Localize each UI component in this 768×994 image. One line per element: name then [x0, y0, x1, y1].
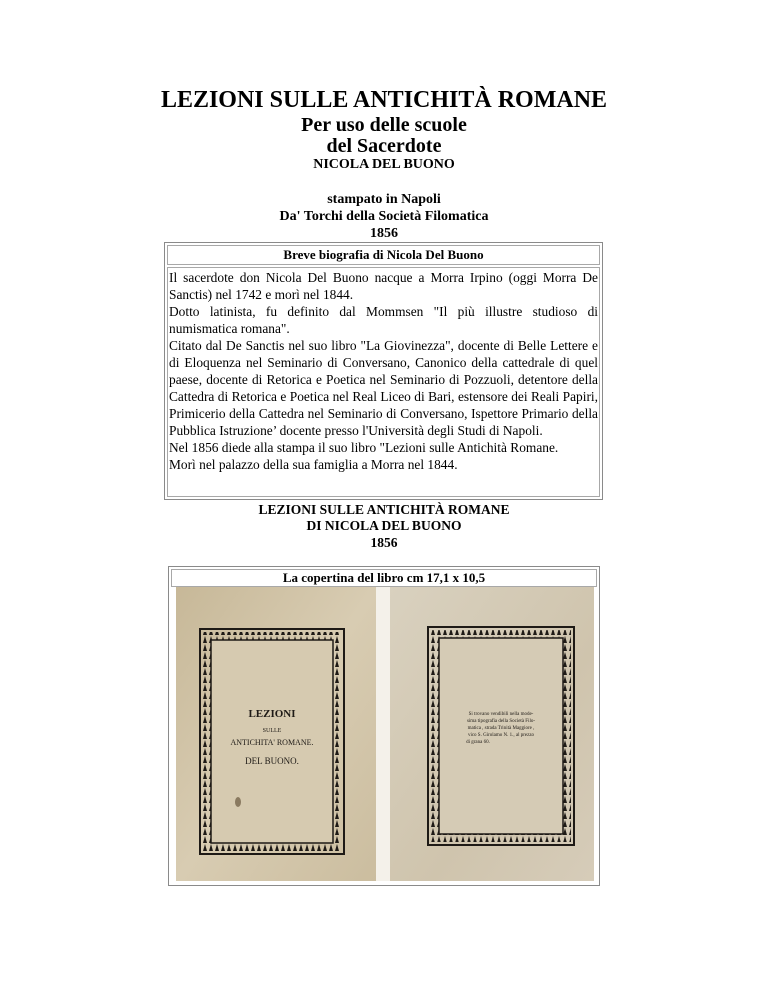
biography-paragraph: Morì nel palazzo della sua famiglia a Morra nel 1844.: [169, 457, 458, 472]
back-cover-line: Si trovano vendibili nella mode-: [468, 712, 534, 717]
page-divider: [376, 587, 390, 881]
section-year: 1856: [370, 535, 398, 550]
section-title: LEZIONI SULLE ANTICHITÀ ROMANE: [258, 502, 510, 517]
biography-paragraph: Citato dal De Sanctis nel suo libro "La Giovinezza", docente di Belle Lettere e di Eloquenza nel Seminario di Conversano, Canonico della cattedrale di quel paese, docente di Retorica e Poetica nel Seminario di Pozzuoli, detentore della Cattedra di Retorica e Poetica nel Real Liceo di Bari, estensore dei Reali Papiri, Primicerio della Cattedra nel Seminario di Conversano, Ispettore Primario della Pubblica Istruzione’ docente presso l'Università degli Studi di Napoli.: [169, 338, 598, 438]
front-cover-title: LEZIONI: [248, 708, 296, 720]
print-year: 1856: [370, 226, 398, 241]
biography-paragraph: Dotto latinista, fu definito dal Mommsen "Il più illustre studioso di numismatica romana".: [169, 304, 598, 336]
document-subtitle: Per uso delle scuole: [301, 114, 467, 136]
biography-text: [167, 267, 600, 497]
document-subtitle-2: del Sacerdote: [326, 135, 442, 157]
author-name: NICOLA DEL BUONO: [313, 157, 455, 172]
biography-table: [164, 242, 603, 500]
back-cover-line: vico S. Girolamo N. 1., al prezzo: [467, 733, 535, 738]
section-author: DI NICOLA DEL BUONO: [306, 518, 462, 533]
printer-name: Da' Torchi della Società Filomatica: [279, 209, 489, 224]
cover-heading: La copertina del libro cm 17,1 x 10,5: [171, 569, 597, 587]
front-cover-line: ANTICHITA' ROMANE.: [230, 738, 314, 747]
book-cover-photo: [172, 587, 596, 881]
front-cover-stain: [235, 797, 241, 807]
front-cover-line: SULLE: [262, 728, 282, 734]
front-cover-line: DEL BUONO.: [245, 756, 299, 766]
back-cover-line: matica , strada Trinità Maggiore ,: [467, 726, 535, 731]
cover-table: [168, 566, 600, 886]
back-cover-line: sima tipografia della Società Filo-: [466, 719, 536, 724]
biography-paragraph: Il sacerdote don Nicola Del Buono nacque a Morra Irpino (oggi Morra De Sanctis) nel 1742 e morì nel 1844.: [169, 270, 598, 302]
printed-place: stampato in Napoli: [327, 192, 441, 207]
biography-heading: Breve biografia di Nicola Del Buono: [167, 245, 600, 265]
document-title: LEZIONI SULLE ANTICHITÀ ROMANE: [160, 87, 608, 113]
back-cover-line: di grana 60.: [466, 740, 490, 745]
biography-paragraph: Nel 1856 diede alla stampa il suo libro "Lezioni sulle Antichità Romane.: [169, 440, 559, 455]
